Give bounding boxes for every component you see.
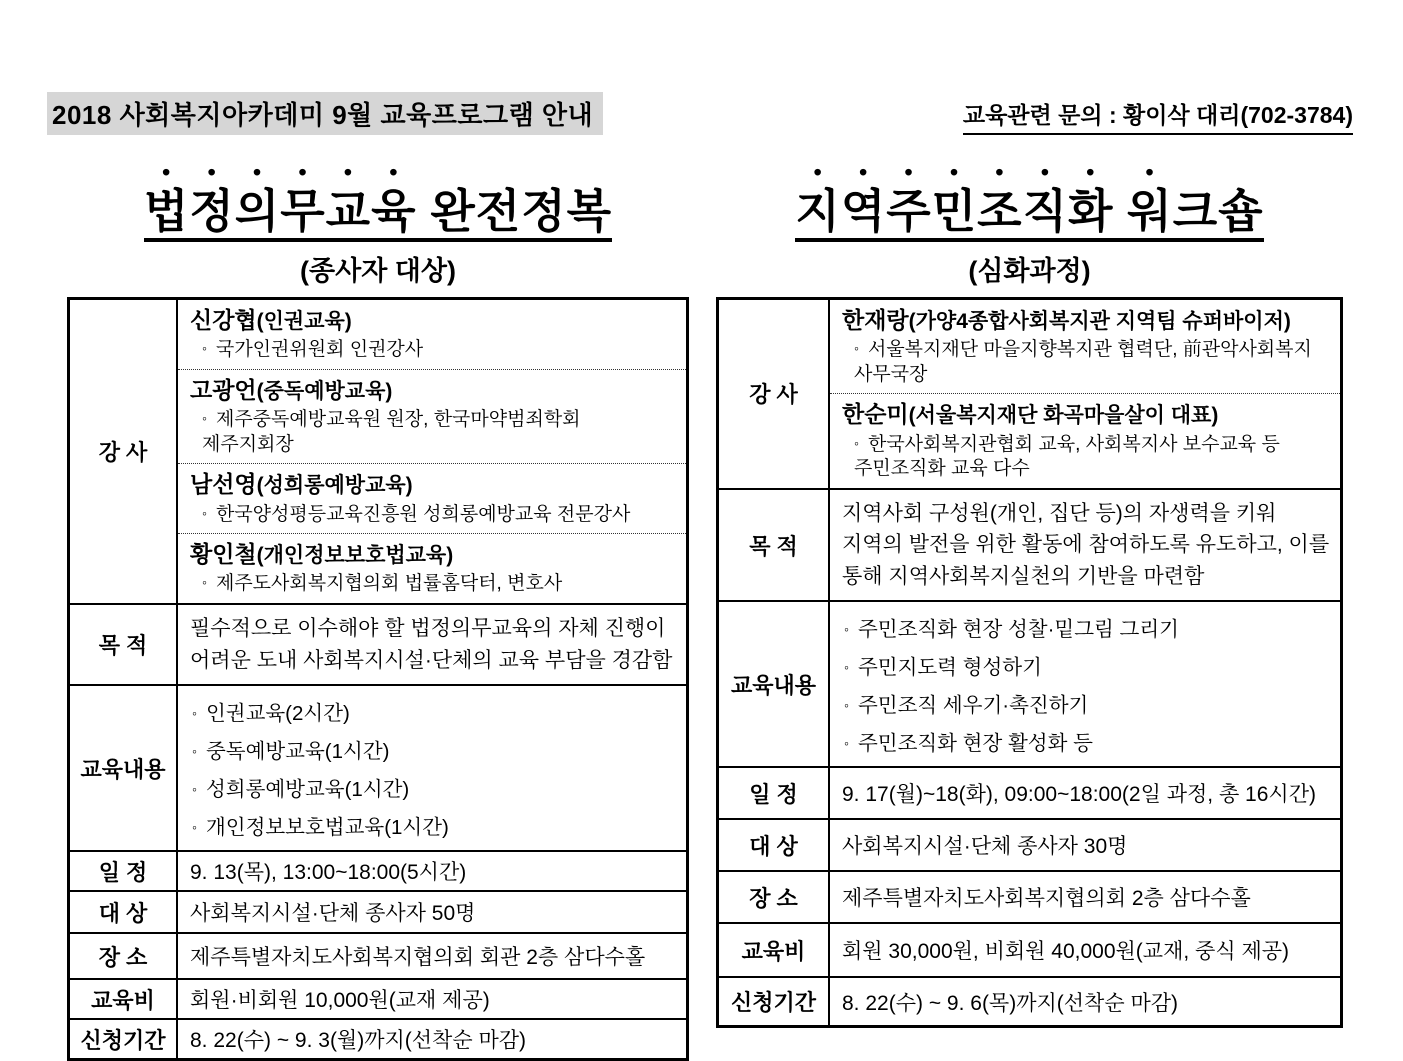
content-item [192,734,678,764]
content-item [192,772,678,802]
row-label-content: 교육내용 [719,602,830,766]
instructor-name: 남선영 [190,471,257,498]
page-title: 2018 사회복지아카데미 9월 교육프로그램 안내 [47,92,603,135]
table-row-schedule [70,850,686,890]
apply-period-value: 8. 22(수) ~ 9. 6(목)까지(선착순 마감) [842,991,1179,1015]
purpose-text: 필수적으로 이수해야 할 법정의무교육의 자체 진행이 어려운 도내 사회복지시설·단체의 교육 부담을 경감함 [190,617,673,672]
table-row-content [70,684,686,850]
bullet-icon: ◦ [854,434,859,451]
content-cell [830,602,1340,766]
program-title [716,153,1343,245]
content-item-text: 중독예방교육(1시간) [205,740,390,764]
program-subtitle: (심화과정) [968,255,1091,286]
bullet-icon: ◦ [202,504,207,521]
bullet-icon: ◦ [854,339,859,356]
bullet-icon: ◦ [192,705,197,722]
program-title-underline [795,185,1263,242]
program-table [716,297,1343,1029]
program-title-rest: 완전정복 [416,185,613,237]
schedule-value: 9. 13(목), 13:00~18:00(5시간) [190,861,467,885]
instructor-role: (서울복지재단 화곡마을살이 대표) [908,404,1219,428]
table-row-instructor [719,300,1340,488]
instructor-role: (성희롱예방교육) [256,474,413,498]
content-item-text: 주민조직 세우기·촉진하기 [857,694,1089,718]
instructor-entry [178,369,686,464]
instructor-entry [178,300,686,369]
instructor-name-line [190,306,676,335]
row-label-purpose: 목 적 [719,490,830,601]
instructor-detail [190,408,676,457]
program-title [67,153,689,245]
row-label-schedule: 일 정 [719,768,830,818]
table-row-target [70,890,686,932]
content-item-text: 주민조직화 현장 성찰·밑그림 그리기 [857,618,1179,642]
instructor-detail [190,503,676,528]
bullet-icon: ◦ [844,735,849,752]
table-row-fee [70,978,686,1018]
content-list [178,686,686,850]
table-row-apply-period [719,976,1340,1025]
row-label-apply-period: 신청기간 [70,1020,178,1058]
row-label-content: 교육내용 [70,686,178,850]
bullet-icon: ◦ [844,697,849,714]
table-row-instructor [70,300,686,603]
content-item [844,688,1332,718]
place-value: 제주특별자치도사회복지협의회 회관 2층 삼다수홀 [190,946,646,970]
instructor-detail-text: 제주도사회복지협의회 법률홈닥터, 변호사 [215,573,563,595]
content-list [830,602,1340,766]
row-label-instructor: 강 사 [70,300,178,603]
table-row-place [719,870,1340,922]
instructor-list [830,300,1340,488]
instructor-name-line [190,376,676,405]
instructor-list [178,300,686,603]
instructor-name-line [842,400,1330,429]
apply-period-value: 8. 22(수) ~ 9. 3(월)까지(선착순 마감) [190,1029,527,1053]
instructor-entry [830,393,1340,488]
page-header [0,0,1403,135]
row-label-purpose: 목 적 [70,605,178,684]
target-value: 사회복지시설·단체 종사자 50명 [190,902,476,926]
row-label-fee: 교육비 [70,980,178,1018]
content-item [192,810,678,840]
instructor-detail-text: 국가인권위원회 인권강사 [215,338,424,360]
bullet-icon: ◦ [844,621,849,638]
content-item [844,612,1332,642]
instructor-name-line [190,540,676,569]
program-title-underline [144,185,612,242]
purpose-text: 지역사회 구성원(개인, 집단 등)의 자생력을 키워 지역의 발전을 위한 활동에 참여하도록 유도하고, 이를 통해 지역사회복지실천의 기반을 마련함 [842,501,1330,588]
fee-value: 회원·비회원 10,000원(교재 제공) [190,989,490,1013]
row-label-fee: 교육비 [719,924,830,976]
instructor-detail-text: 제주중독예방교육원 원장, 한국마약범죄학회 제주지회장 [202,408,581,455]
bullet-icon: ◦ [844,659,849,676]
content-item [844,726,1332,756]
bullet-icon: ◦ [202,339,207,356]
bullet-icon: ◦ [202,409,207,426]
program-title-emphasized: 법정의무교육 [143,185,417,237]
table-row-target [719,818,1340,870]
table-row-apply-period [70,1018,686,1058]
program-subtitle: (종사자 대상) [300,255,456,286]
instructor-name-line [842,306,1330,335]
row-label-schedule: 일 정 [70,852,178,890]
program-table [67,297,689,1061]
row-label-place: 장 소 [70,934,178,978]
table-row-purpose [70,603,686,684]
instructor-role: (개인정보보호법교육) [256,544,454,568]
instructor-name: 황인철 [190,541,257,568]
bullet-icon: ◦ [202,574,207,591]
instructor-detail [190,338,676,363]
target-value: 사회복지시설·단체 종사자 30명 [842,835,1128,859]
row-label-target: 대 상 [70,892,178,932]
instructor-entry [178,463,686,533]
row-label-place: 장 소 [719,872,830,922]
program-title-rest: 크숍 [1172,185,1264,237]
table-row-place [70,932,686,978]
instructor-entry [830,300,1340,394]
instructor-name: 신강협 [190,306,257,333]
instructor-name: 한순미 [842,401,909,428]
table-row-purpose [719,488,1340,601]
instructor-detail-text: 서울복지재단 마을지향복지관 협력단, 前관악사회복지 사무국장 [854,338,1312,385]
content-item-text: 인권교육(2시간) [205,702,350,726]
program-column-community-workshop [716,153,1343,1061]
content-item [844,650,1332,680]
row-label-target: 대 상 [719,820,830,870]
fee-value: 회원 30,000원, 비회원 40,000원(교재, 중식 제공) [842,940,1290,964]
instructor-name: 고광언 [190,376,257,403]
content-cell [178,686,686,850]
program-title-emphasized: 지역주민조직화 워 [795,185,1173,237]
content-item-text: 주민지도력 형성하기 [857,656,1042,680]
table-row-content [719,600,1340,766]
instructor-detail [842,338,1330,387]
instructor-name: 한재랑 [842,306,909,333]
schedule-value: 9. 17(월)~18(화), 09:00~18:00(2일 과정, 총 16시간) [842,783,1316,807]
contact-info: 교육관련 문의 : 황이삭 대리(702-3784) [963,97,1353,135]
bullet-icon: ◦ [192,781,197,798]
place-value: 제주특별자치도사회복지협의회 2층 삼다수홀 [842,887,1251,911]
instructor-name-line [190,470,676,499]
program-column-legal-education [67,153,689,1061]
program-columns [0,153,1403,1061]
content-item-text: 개인정보보호법교육(1시간) [205,816,449,840]
instructor-detail-text: 한국양성평등교육진흥원 성희롱예방교육 전문강사 [215,503,631,525]
instructor-role: (인권교육) [256,309,352,333]
table-row-fee [719,922,1340,976]
row-label-apply-period: 신청기간 [719,978,830,1025]
instructor-entry [178,533,686,603]
content-item [192,696,678,726]
bullet-icon: ◦ [192,743,197,760]
instructor-detail [842,433,1330,482]
table-row-schedule [719,766,1340,818]
content-item-text: 성희롱예방교육(1시간) [205,778,410,802]
instructor-detail [190,572,676,597]
instructor-detail-text: 한국사회복지관협회 교육, 사회복지사 보수교육 등 주민조직화 교육 다수 [854,433,1280,480]
instructor-role: (중독예방교육) [256,379,393,403]
instructor-role: (가양4종합사회복지관 지역팀 슈퍼바이저) [908,309,1291,333]
content-item-text: 주민조직화 현장 활성화 등 [857,732,1093,756]
bullet-icon: ◦ [192,819,197,836]
row-label-instructor: 강 사 [719,300,830,488]
